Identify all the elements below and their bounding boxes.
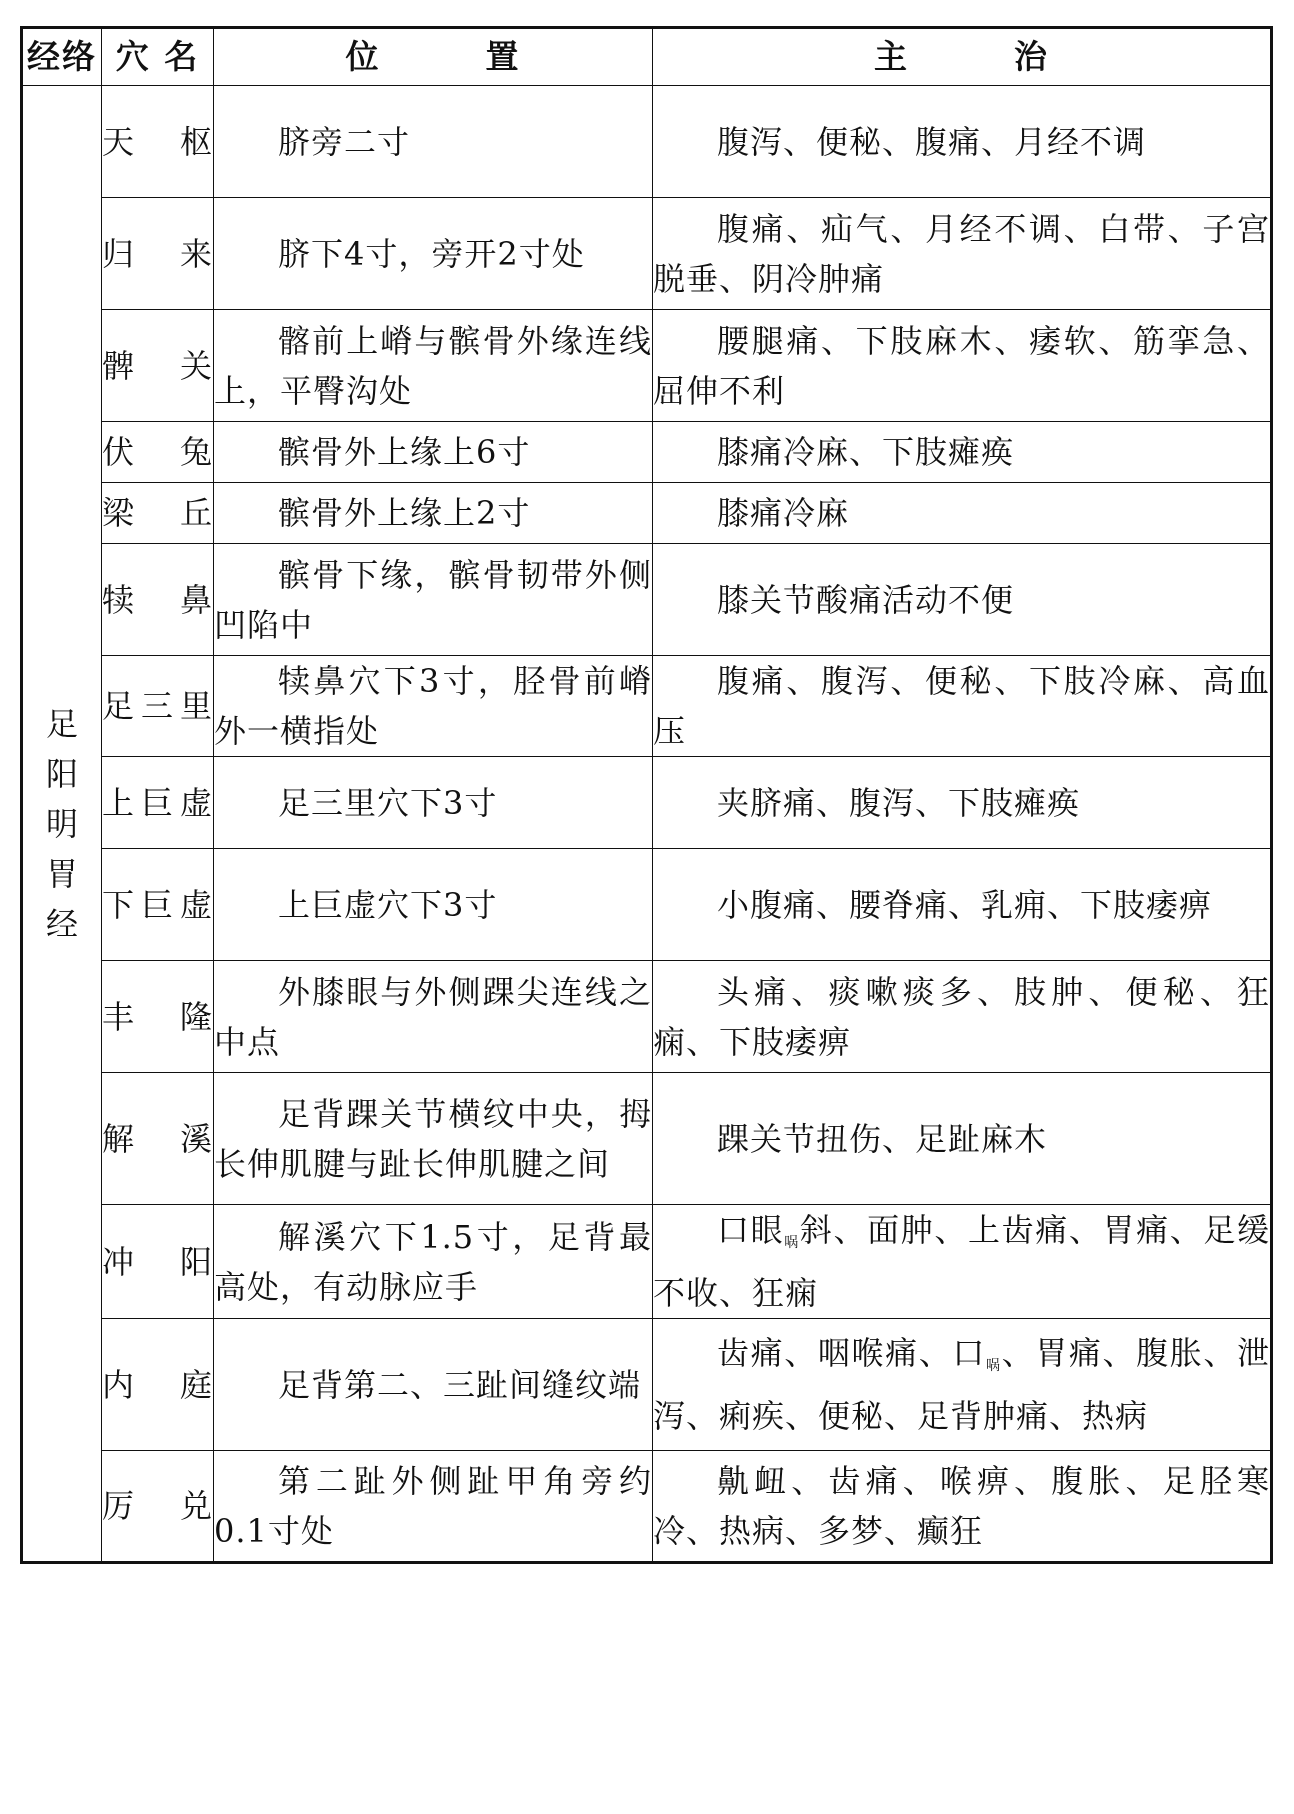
table-row xyxy=(22,86,1272,198)
point-name: 上巨虚 xyxy=(102,757,214,849)
point-name: 解 溪 xyxy=(102,1073,214,1205)
meridian-cell xyxy=(22,86,102,1563)
meridian-char: 胃 xyxy=(45,854,78,893)
point-name: 天 枢 xyxy=(102,86,214,198)
meridian-char: 足 xyxy=(45,704,78,743)
point-indication: 头痛、痰嗽痰多、肢肿、便秘、狂痫、下肢痿痹 xyxy=(653,961,1272,1073)
point-name: 丰 隆 xyxy=(102,961,214,1073)
header-point-name: 穴 名 xyxy=(102,28,214,86)
table-row xyxy=(22,757,1272,849)
point-indication: 鼽衄、齿痛、喉痹、腹胀、足胫寒冷、热病、多梦、癫狂 xyxy=(653,1451,1272,1563)
point-name: 足三里 xyxy=(102,656,214,757)
point-indication xyxy=(653,1319,1272,1451)
point-location: 外膝眼与外侧踝尖连线之中点 xyxy=(214,961,653,1073)
header-row xyxy=(22,28,1272,86)
point-location: 脐下4寸，旁开2寸处 xyxy=(214,198,653,310)
rare-char: 㖞 xyxy=(784,1235,800,1251)
table-row xyxy=(22,1319,1272,1451)
rare-char: 㖞 xyxy=(986,1358,1002,1374)
point-name: 犊 鼻 xyxy=(102,544,214,656)
meridian-char: 经 xyxy=(45,904,78,943)
point-indication: 膝痛冷麻 xyxy=(653,483,1272,544)
point-indication: 夹脐痛、腹泻、下肢瘫痪 xyxy=(653,757,1272,849)
indication-text: 齿痛、咽喉痛、口 xyxy=(717,1334,986,1372)
header-location: 位 置 xyxy=(214,28,653,86)
point-indication: 腹泻、便秘、腹痛、月经不调 xyxy=(653,86,1272,198)
point-location: 第二趾外侧趾甲角旁约0.1寸处 xyxy=(214,1451,653,1563)
point-location: 髌骨下缘，髌骨韧带外侧凹陷中 xyxy=(214,544,653,656)
table-row xyxy=(22,656,1272,757)
header-indication: 主 治 xyxy=(653,28,1272,86)
point-indication: 膝关节酸痛活动不便 xyxy=(653,544,1272,656)
table-row xyxy=(22,198,1272,310)
point-name: 归 来 xyxy=(102,198,214,310)
indication-text: 口眼 xyxy=(717,1211,785,1249)
point-location: 髌骨外上缘上2寸 xyxy=(214,483,653,544)
point-indication: 腹痛、腹泻、便秘、下肢冷麻、高血压 xyxy=(653,656,1272,757)
table-row xyxy=(22,1073,1272,1205)
point-location: 髌骨外上缘上6寸 xyxy=(214,422,653,483)
point-name: 内 庭 xyxy=(102,1319,214,1451)
point-indication xyxy=(653,1205,1272,1319)
table-row xyxy=(22,422,1272,483)
meridian-char: 阳 xyxy=(45,754,78,793)
table-row xyxy=(22,483,1272,544)
point-location: 足背踝关节横纹中央，拇长伸肌腱与趾长伸肌腱之间 xyxy=(214,1073,653,1205)
point-indication: 踝关节扭伤、足趾麻木 xyxy=(653,1073,1272,1205)
point-indication: 小腹痛、腰脊痛、乳痈、下肢痿痹 xyxy=(653,849,1272,961)
indication-text: 、胃痛、腹胀、泄泻、痢疾、便秘、足背肿痛、热病 xyxy=(653,1334,1270,1435)
point-location: 上巨虚穴下3寸 xyxy=(214,849,653,961)
header-meridian: 经络 xyxy=(22,28,102,86)
point-location: 髂前上嵴与髌骨外缘连线上，平臀沟处 xyxy=(214,310,653,422)
point-location: 足背第二、三趾间缝纹端 xyxy=(214,1319,653,1451)
indication-text: 斜、面肿、上齿痛、胃痛、足缓不收、狂痫 xyxy=(653,1211,1270,1312)
point-location: 解溪穴下1.5寸，足背最高处，有动脉应手 xyxy=(214,1205,653,1319)
point-name: 髀 关 xyxy=(102,310,214,422)
point-name: 伏 兔 xyxy=(102,422,214,483)
point-indication: 腹痛、疝气、月经不调、白带、子宫脱垂、阴冷肿痛 xyxy=(653,198,1272,310)
table-row xyxy=(22,849,1272,961)
point-location: 足三里穴下3寸 xyxy=(214,757,653,849)
point-location: 犊鼻穴下3寸，胫骨前嵴外一横指处 xyxy=(214,656,653,757)
table-row xyxy=(22,1451,1272,1563)
point-name: 下巨虚 xyxy=(102,849,214,961)
point-location: 脐旁二寸 xyxy=(214,86,653,198)
acupoint-table xyxy=(20,26,1273,1564)
point-name: 冲 阳 xyxy=(102,1205,214,1319)
table-row xyxy=(22,310,1272,422)
table-row xyxy=(22,1205,1272,1319)
table-row xyxy=(22,544,1272,656)
point-indication: 腰腿痛、下肢麻木、痿软、筋挛急、屈伸不利 xyxy=(653,310,1272,422)
point-name: 厉 兑 xyxy=(102,1451,214,1563)
point-indication: 膝痛冷麻、下肢瘫痪 xyxy=(653,422,1272,483)
meridian-char: 明 xyxy=(45,804,78,843)
table-row xyxy=(22,961,1272,1073)
point-name: 梁 丘 xyxy=(102,483,214,544)
